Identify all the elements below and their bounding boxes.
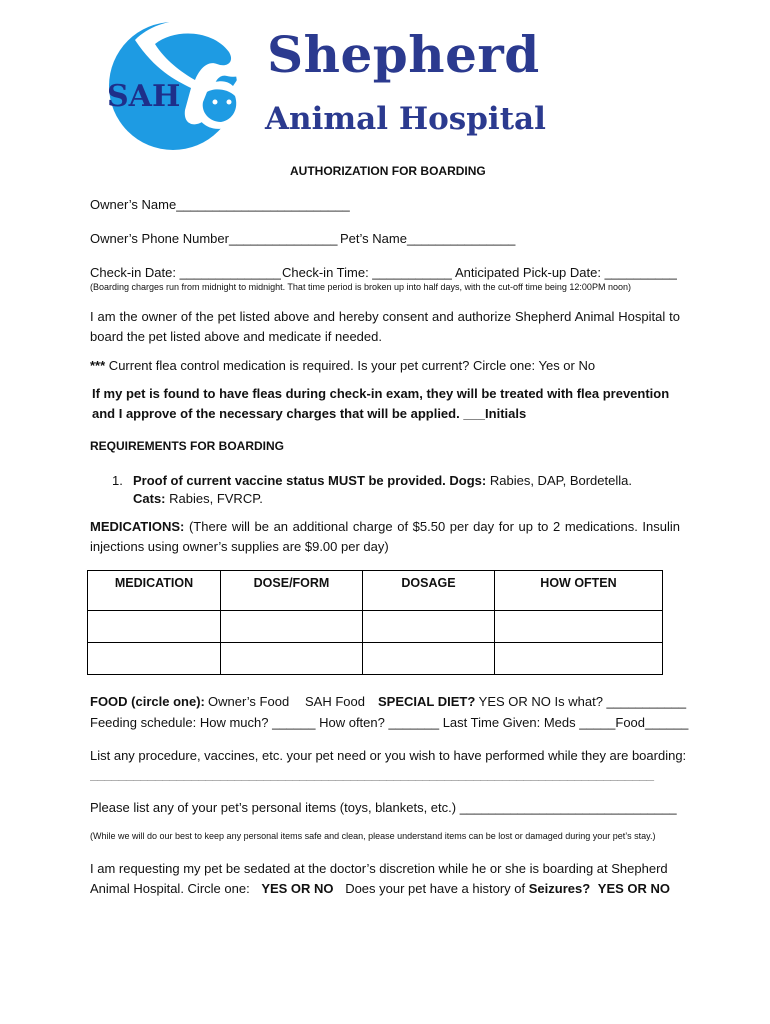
table-row	[88, 611, 663, 643]
vaccine-requirement-line	[133, 474, 632, 487]
logo-title-shepherd: Shepherd	[267, 25, 540, 84]
col-dose-form: DOSE/FORM	[221, 571, 363, 611]
checkin-date-field[interactable]: Check-in Date: ______________	[90, 265, 281, 280]
requirements-heading: REQUIREMENTS FOR BOARDING	[90, 439, 285, 453]
special-diet-label: SPECIAL DIET?	[378, 694, 476, 709]
medications-text: (There will be an additional charge of $5.50 per day for up to 2 medications. Insulin injections using owner’s supplies are $9.00 per day)	[90, 519, 680, 554]
dog-cat-logo-icon	[95, 10, 275, 150]
medication-cell[interactable]	[88, 643, 221, 675]
requirement-number: 1.	[112, 473, 123, 488]
dose-form-cell[interactable]	[221, 643, 363, 675]
form-title: AUTHORIZATION FOR BOARDING	[290, 164, 486, 178]
special-diet-line	[378, 695, 686, 708]
col-medication: MEDICATION	[88, 571, 221, 611]
flea-stars: ***	[90, 358, 106, 373]
seizures-label: Seizures?	[528, 881, 591, 896]
food-option-owners[interactable]: Owner’s Food	[208, 694, 290, 709]
cats-label: Cats:	[133, 491, 166, 506]
procedures-question: List any procedure, vaccines, etc. your pet need or you wish to have performed while they are boarding:	[90, 748, 687, 763]
pet-name-field[interactable]: Pet’s Name_______________	[340, 231, 516, 246]
dosage-cell[interactable]	[363, 611, 495, 643]
table-header-row	[88, 571, 663, 611]
logo-title-animal-hospital: Animal Hospital	[265, 101, 546, 137]
sedation-line-2	[90, 882, 670, 895]
flea-treatment-text: If my pet is found to have fleas during check-in exam, they will be treated with flea prevention and I approve of the necessary charges that will be applied.	[92, 386, 670, 421]
dogs-vaccines: Rabies, DAP, Bordetella.	[486, 473, 632, 488]
feeding-schedule-field[interactable]: Feeding schedule: How much? ______ How often? _______ Last Time Given: Meds _____Food______	[90, 715, 689, 730]
personal-items-note: (While we will do our best to keep any personal items safe and clean, please understand items can be lost or damaged during your pet’s stay.)	[90, 831, 656, 841]
consent-paragraph: I am the owner of the pet listed above and hereby consent and authorize Shepherd Animal Hospital to board the pet listed above and medicate if needed.	[90, 309, 680, 344]
vaccine-proof-text: Proof of current vaccine status MUST be provided.	[133, 473, 446, 488]
dosage-cell[interactable]	[363, 643, 495, 675]
dogs-label: Dogs:	[449, 473, 487, 488]
pickup-date-field[interactable]: Anticipated Pick-up Date: __________	[455, 265, 677, 280]
cats-vaccine-line	[133, 492, 263, 505]
medication-cell[interactable]	[88, 611, 221, 643]
hospital-logo	[95, 10, 575, 150]
procedures-answer-line[interactable]: ______________________________________________________________________________	[90, 768, 654, 781]
cats-vaccines: Rabies, FVRCP.	[165, 491, 263, 506]
checkin-time-field[interactable]: Check-in Time: ___________	[282, 265, 452, 280]
col-how-often: HOW OFTEN	[495, 571, 663, 611]
sedation-line-1: I am requesting my pet be sedated at the doctor’s discretion while he or she is boarding at Shepherd	[90, 861, 668, 876]
seizure-question: Does your pet have a history of	[345, 881, 526, 896]
personal-items-field[interactable]: Please list any of your pet’s personal items (toys, blankets, etc.) ______________________________	[90, 800, 677, 815]
logo-initials: SAH	[107, 79, 181, 114]
how-often-cell[interactable]	[495, 643, 663, 675]
flea-requirement-line	[90, 359, 595, 372]
medications-paragraph	[90, 517, 680, 557]
col-dosage: DOSAGE	[363, 571, 495, 611]
food-option-sah[interactable]: SAH Food	[305, 694, 365, 709]
owner-name-field[interactable]: Owner’s Name________________________	[90, 197, 350, 212]
boarding-charges-note: (Boarding charges run from midnight to midnight. That time period is broken up into half days, with the cut-off time being 12:00PM noon)	[90, 282, 631, 292]
sedation-yes-no[interactable]: YES OR NO	[261, 881, 334, 896]
table-row	[88, 643, 663, 675]
seizure-yes-no[interactable]: YES OR NO	[597, 881, 671, 896]
sedation-circle-prompt: Animal Hospital. Circle one:	[90, 881, 250, 896]
medications-label: MEDICATIONS:	[90, 519, 185, 534]
owner-phone-field[interactable]: Owner’s Phone Number_______________	[90, 231, 338, 246]
how-often-cell[interactable]	[495, 611, 663, 643]
flea-requirement-text: Current flea control medication is required. Is your pet current? Circle one: Yes or No	[105, 358, 596, 373]
flea-treatment-paragraph	[92, 384, 682, 424]
special-diet-field[interactable]: YES OR NO Is what? ___________	[475, 694, 687, 709]
medication-table	[87, 570, 663, 675]
dose-form-cell[interactable]	[221, 611, 363, 643]
initials-field[interactable]: ___Initials	[459, 406, 527, 421]
food-label: FOOD (circle one):	[90, 694, 205, 709]
